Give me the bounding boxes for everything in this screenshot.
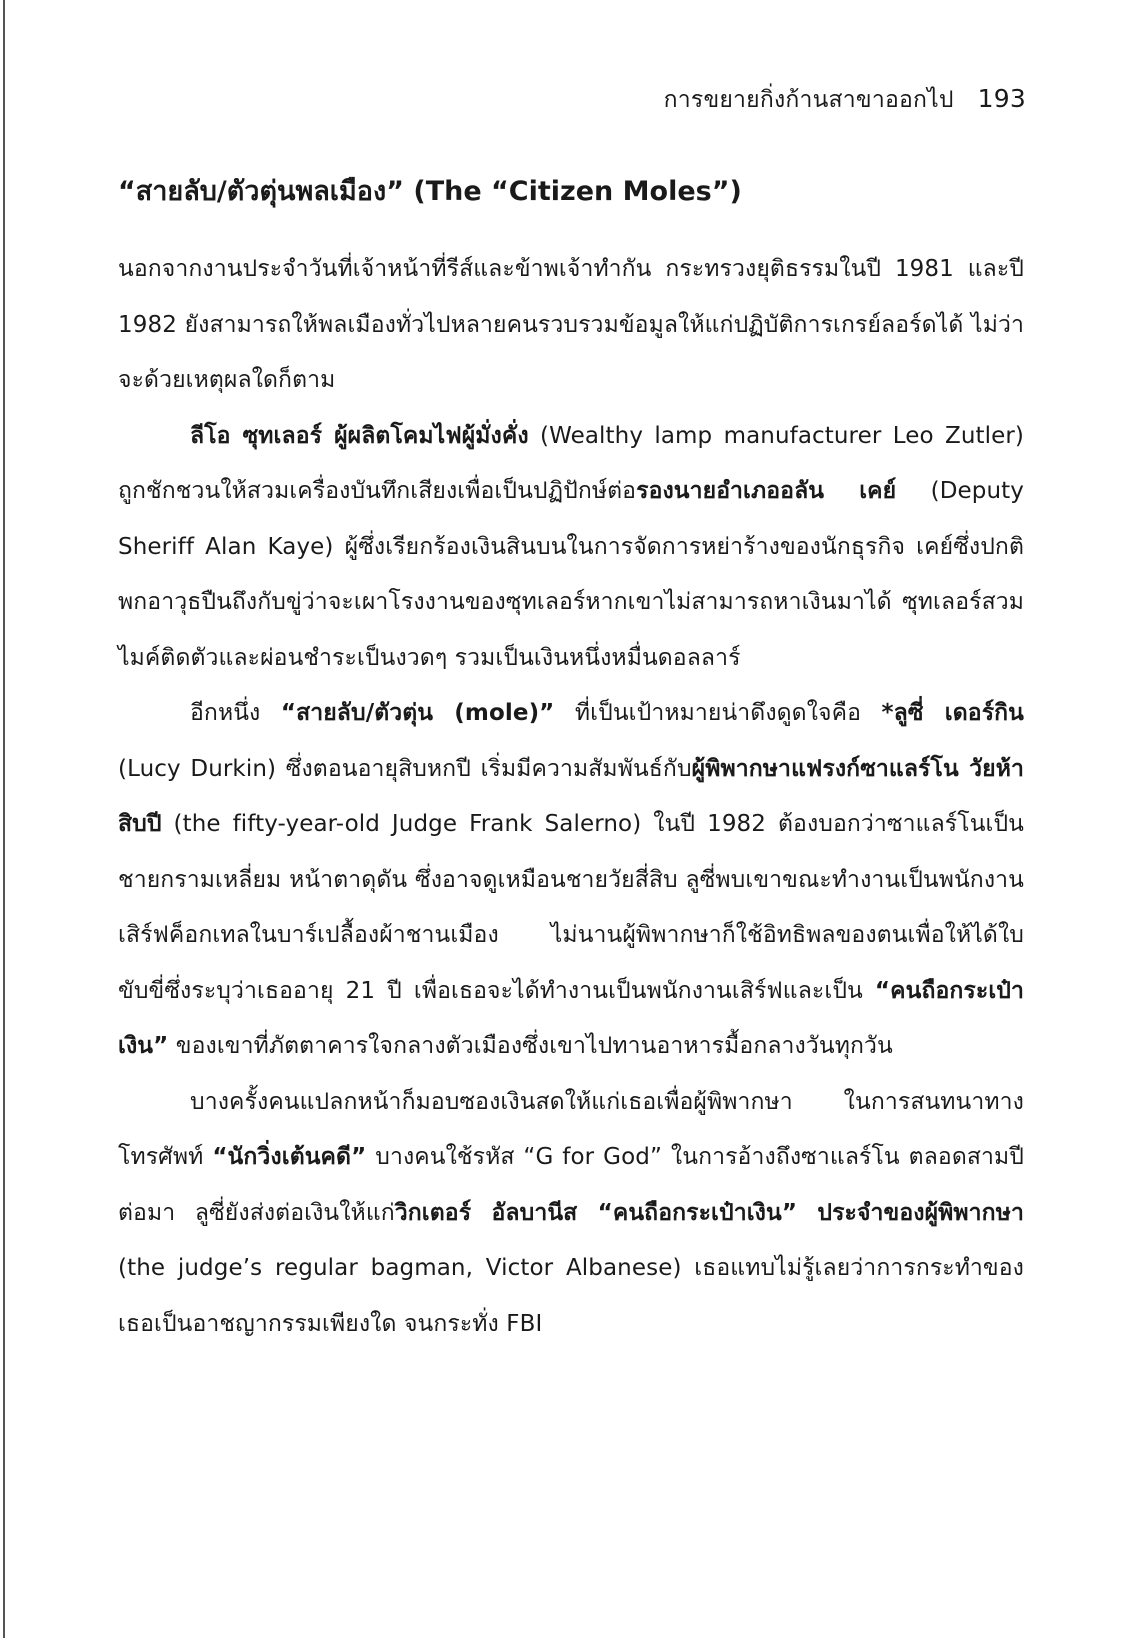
bold-mole: “สายลับ/ตัวตุ่น (mole)” bbox=[280, 700, 555, 726]
paragraph-4 bbox=[118, 1075, 1024, 1353]
bold-lucy-durkin: *ลูซี่ เดอร์กิน bbox=[881, 700, 1024, 726]
paragraph-2 bbox=[118, 409, 1024, 687]
paragraph-2-text-1: (Wealthy lamp manufacturer Leo Zutler) ถูกชักชวนให้สวมเครื่องบันทึกเสียงเพื่อเป็นปฏิปักษ์ต่อ bbox=[118, 422, 1025, 504]
bold-victor-albanese: วิกเตอร์ อัลบานีส “คนถือกระเป๋าเงิน” ประจำของผู้พิพากษา bbox=[394, 1199, 1024, 1226]
paragraph-3-text-4: (the fifty-year-old Judge Frank Salerno) ในปี 1982 ต้องบอกว่าซาแลร์โนเป็นชายกรามเหลี่ยม หน้าตาดุดัน ซึ่งอาจดูเหมือนชายวัยสี่สิบ ลูซี่พบเขาขณะทำงานเป็นพนักงานเสิร์ฟค็อกเทลในบาร์เปลื้องผ้าชานเมือง ไม่นานผู้พิพากษาก็ใช้อิทธิพลของตนเพื่อให้ได้ใบขับขี่ซึ่งระบุว่าเธออายุ 21 ปี เพื่อเธอจะได้ทำงานเป็นพนักงานเสิร์ฟและเป็น bbox=[118, 811, 1024, 1004]
paragraph-3-text-3: (Lucy Durkin) ซึ่งตอนอายุสิบหกปี เริ่มมีความสัมพันธ์กับ bbox=[118, 755, 692, 782]
running-header bbox=[664, 82, 1026, 118]
paragraph-3 bbox=[118, 686, 1024, 1075]
bold-leo-zutler: ลีโอ ซุทเลอร์ ผู้ผลิตโคมไฟผู้มั่งคั่ง bbox=[190, 422, 529, 449]
page-number: 193 bbox=[977, 84, 1026, 113]
paragraph-4-text-1: บางครั้งคนแปลกหน้าก็มอบซองเงินสดให้แก่เธอเพื่อผู้พิพากษา ในการสนทนาทางโทรศัพท์ bbox=[118, 1088, 1024, 1170]
page-left-border bbox=[3, 0, 5, 1638]
chapter-title: การขยายกิ่งก้านสาขาออกไป bbox=[663, 87, 954, 113]
paragraph-4-text-2: บางคนใช้รหัส “G for God” ในการอ้างถึงซาแลร์โน ตลอดสามปีต่อมา ลูซี่ยังส่งต่อเงินให้แก่ bbox=[118, 1144, 1024, 1226]
section-title: “สายลับ/ตัวตุ่นพลเมือง” (The “Citizen Moles”) bbox=[118, 176, 742, 207]
bold-fixer: “นักวิ่งเต้นคดี” bbox=[212, 1144, 367, 1170]
paragraph-3-text-1: อีกหนึ่ง bbox=[190, 700, 281, 726]
bold-judge-salerno: ผู้พิพากษาแฟรงก์ซาแลร์โน วัยห้าสิบปี bbox=[118, 755, 1025, 837]
paragraph-4-text-3: (the judge’s regular bagman, Victor Albanese) เธอแทบไม่รู้เลยว่าการกระทำของเธอเป็นอาชญากรรมเพียงใด จนกระทั่ง FBI bbox=[118, 1255, 1024, 1337]
bold-bagman: “คนถือกระเป๋าเงิน” bbox=[118, 977, 1024, 1059]
bold-alan-kaye: รองนายอำเภออลัน เคย์ bbox=[636, 478, 897, 504]
page-body bbox=[118, 172, 1024, 1352]
paragraph-2-text-2: (Deputy Sheriff Alan Kaye) ผู้ซึ่งเรียกร้องเงินสินบนในการจัดการหย่าร้างของนักธุรกิจ เคย์ซึ่งปกติพกอาวุธปืนถึงกับขู่ว่าจะเผาโรงงานของซุทเลอร์หากเขาไม่สามารถหาเงินมาได้ ซุทเลอร์สวมไมค์ติดตัวและผ่อนชำระเป็นงวดๆ รวมเป็นเงินหนึ่งหมื่นดอลลาร์ bbox=[118, 478, 1024, 671]
paragraph-3-text-5: ของเขาที่ภัตตาคารใจกลางตัวเมืองซึ่งเขาไปทานอาหารมื้อกลางวันทุกวัน bbox=[168, 1033, 893, 1059]
paragraph-1-text: นอกจากงานประจำวันที่เจ้าหน้าที่รีส์และข้าพเจ้าทำกัน กระทรวงยุติธรรมในปี 1981 และปี 1982 ยังสามารถให้พลเมืองทั่วไปหลายคนรวบรวมข้อมูลให้แก่ปฏิบัติการเกรย์ลอร์ดได้ ไม่ว่าจะด้วยเหตุผลใดก็ตาม bbox=[118, 256, 1024, 393]
paragraph-1 bbox=[118, 242, 1024, 409]
paragraph-3-text-2: ที่เป็นเป้าหมายน่าดึงดูดใจคือ bbox=[554, 700, 882, 726]
